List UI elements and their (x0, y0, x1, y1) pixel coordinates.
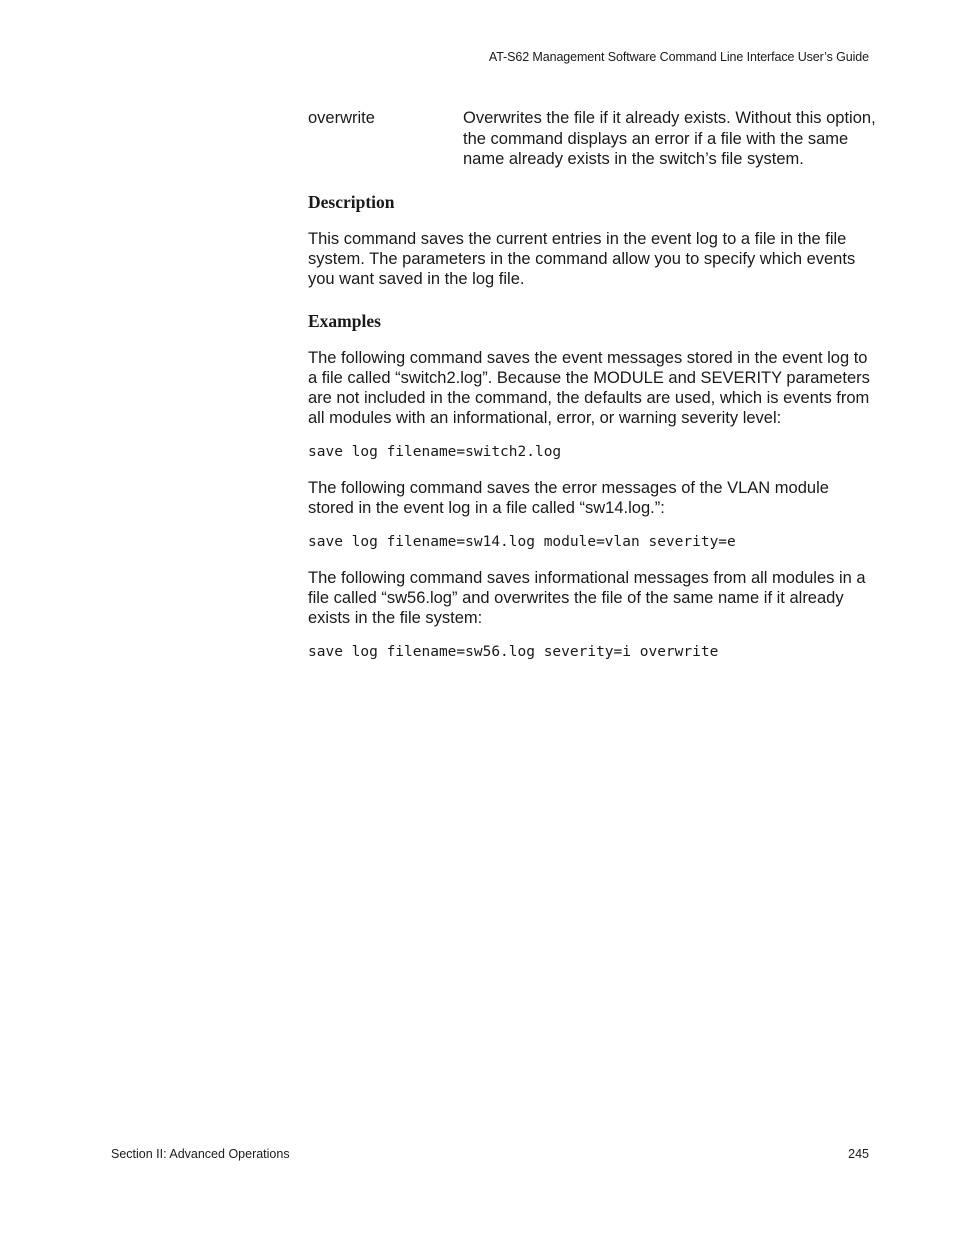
example-text-1: The following command saves the event messages stored in the event log to a file called “switch2.log”. Because the MODULE and SEVERITY parameters are not included in the command, the defaults are used, which is events from all modules with an informational, error, or warning severity level: (308, 348, 870, 427)
example-command-3: save log filename=sw56.log severity=i overwrite (308, 643, 719, 660)
page-number: 245 (848, 1147, 869, 1161)
page-content (308, 108, 878, 678)
example-text-3: The following command saves informational messages from all modules in a file called “sw56.log” and overwrites the file of the same name if it already exists in the file system: (308, 568, 866, 627)
example-command-2: save log filename=sw14.log module=vlan severity=e (308, 533, 736, 550)
running-footer (111, 1147, 869, 1161)
running-header: AT-S62 Management Software Command Line Interface User’s Guide (488, 50, 869, 64)
examples-heading: Examples (308, 310, 381, 331)
example-text-2: The following command saves the error messages of the VLAN module stored in the event log in a file called “sw14.log.”: (308, 478, 829, 517)
parameter-name: overwrite (308, 109, 375, 127)
footer-section-title: Section II: Advanced Operations (111, 1147, 290, 1161)
description-text: This command saves the current entries in the event log to a file in the file system. The parameters in the command allow you to specify which events you want saved in the log file. (308, 229, 856, 288)
parameter-description: Overwrites the file if it already exists. Without this option, the command displays an error if a file with the same name already exists in the switch’s file system. (463, 109, 876, 168)
example-command-1: save log filename=switch2.log (308, 443, 562, 460)
description-heading: Description (308, 191, 395, 212)
parameter-row (308, 108, 878, 170)
